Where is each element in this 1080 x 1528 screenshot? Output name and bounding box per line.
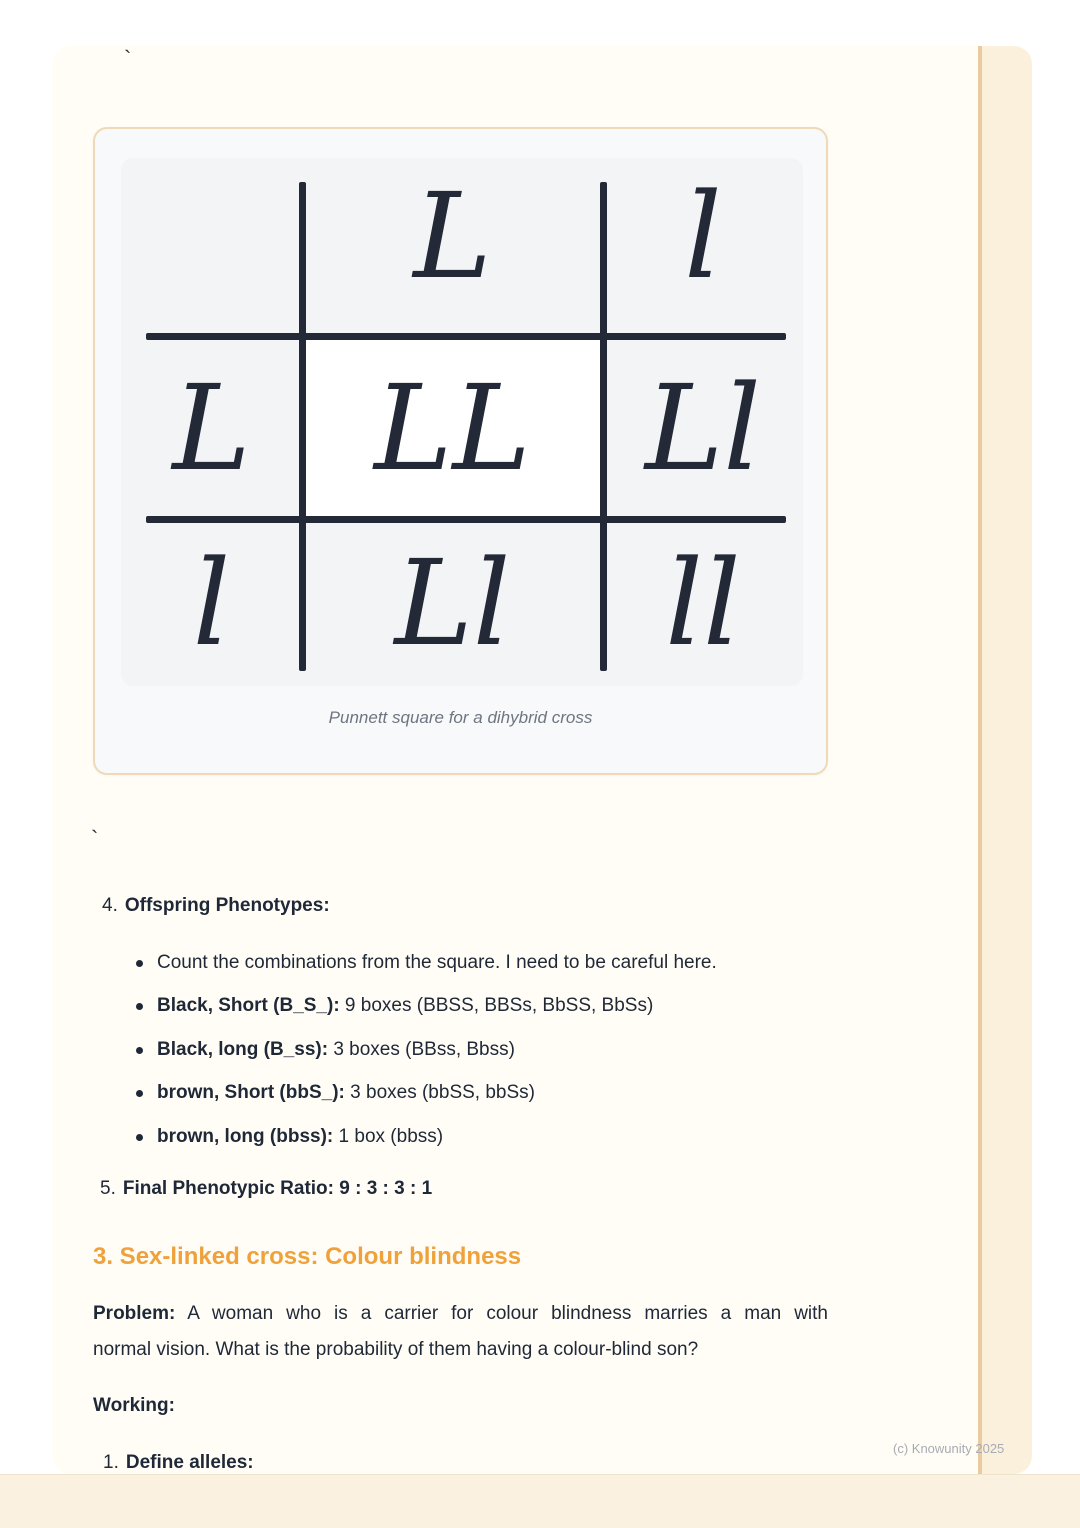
punnett-square-image <box>121 158 803 686</box>
bullet-bold-text: Black, long (B_ss): <box>157 1039 329 1060</box>
copyright-watermark: (c) Knowunity 2025 <box>893 1441 1005 1456</box>
bullet-dot <box>136 960 143 967</box>
list-item-4-number: 4. <box>102 895 118 916</box>
bullet-text: Count the combinations from the square. I need to be careful here. <box>157 952 717 973</box>
problem-text: A woman who is a carrier for colour blindness marries a man with <box>175 1303 828 1324</box>
punnett-cell-corner <box>121 158 302 336</box>
punnett-cell-Ll-top: Ll <box>644 358 762 497</box>
bullet-bold-text: Black, Short (B_S_): <box>157 995 340 1016</box>
list-item-4-label: Offspring Phenotypes: <box>124 895 330 916</box>
punnett-cell-LL: LL <box>374 358 531 497</box>
page-bottom-band <box>0 1474 1080 1528</box>
bullet-item <box>157 1124 443 1150</box>
bullet-item <box>157 1037 515 1063</box>
punnett-figure-card <box>93 127 828 775</box>
bullet-text: 3 boxes (BBss, Bbss) <box>328 1039 515 1060</box>
bullet-item <box>157 993 653 1019</box>
bullet-text: 1 box (bbss) <box>333 1126 444 1147</box>
bullet-bold-text: brown, long (bbss): <box>157 1126 334 1147</box>
bullet-dot <box>136 1090 143 1097</box>
punnett-cell-row-header-L: L <box>172 358 251 497</box>
punnett-cell-col-header-L: L <box>413 167 492 305</box>
list-item-5-number: 5. <box>100 1178 116 1199</box>
bullet-text: 3 boxes (bbSS, bbSs) <box>344 1082 535 1103</box>
working-label: Working: <box>93 1395 175 1416</box>
problem-label: Problem: <box>93 1303 176 1324</box>
right-margin-rail <box>978 46 1032 1474</box>
stray-backtick-middle: ` <box>91 826 99 851</box>
list-item-5 <box>100 1176 432 1202</box>
bullet-dot <box>136 1003 143 1010</box>
punnett-cell-col-header-l: l <box>684 167 722 305</box>
list-item-1-label: Define alleles: <box>125 1452 254 1473</box>
punnett-cell-Ll-bottom: Ll <box>394 533 511 672</box>
list-item-1 <box>103 1450 254 1476</box>
problem-paragraph-line2: normal vision. What is the probability of them having a colour-blind son? <box>93 1339 699 1360</box>
list-item-5-label: Final Phenotypic Ratio: 9 : 3 : 3 : 1 <box>122 1178 433 1199</box>
bullet-item <box>157 950 717 976</box>
bullet-dot <box>136 1047 143 1054</box>
bullet-item <box>157 1080 535 1106</box>
section-heading: 3. Sex-linked cross: Colour blindness <box>93 1243 522 1270</box>
stray-backtick-top: ` <box>124 46 132 71</box>
punnett-cell-ll: ll <box>665 533 741 672</box>
bullet-text: 9 boxes (BBSS, BBSs, BbSS, BbSs) <box>339 995 654 1016</box>
punnett-cell-row-header-l: l <box>192 533 231 672</box>
bullet-bold-text: brown, Short (bbS_): <box>157 1082 345 1103</box>
list-item-4 <box>102 893 330 919</box>
problem-paragraph-line1 <box>93 1301 828 1327</box>
bullet-dot <box>136 1134 143 1141</box>
figure-caption: Punnett square for a dihybrid cross <box>328 708 593 727</box>
list-item-1-number: 1. <box>103 1452 119 1473</box>
